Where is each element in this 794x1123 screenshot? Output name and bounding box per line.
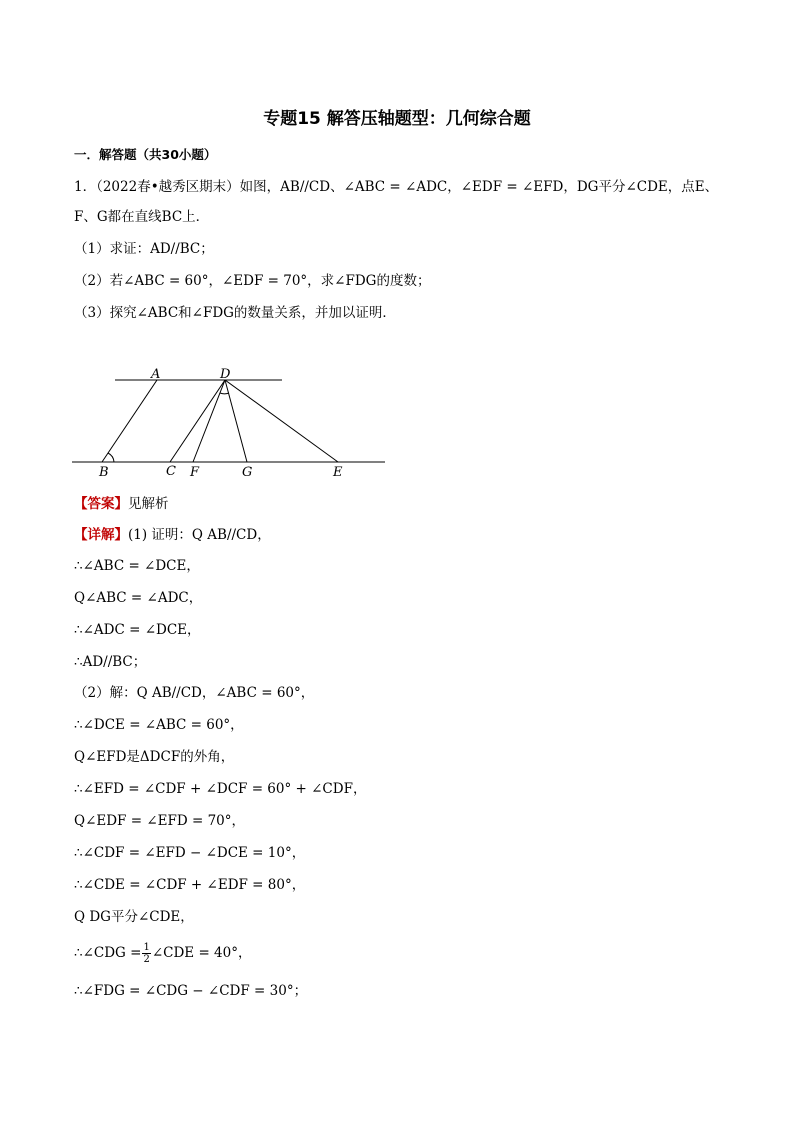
detail-line bbox=[74, 526, 271, 544]
label-c: C bbox=[166, 464, 176, 479]
fraction-denominator: 2 bbox=[143, 954, 150, 965]
solution-step: ∴∠ADC = ∠DCE， bbox=[74, 622, 201, 638]
solution-step-half bbox=[74, 942, 251, 965]
solution-step: ∴∠CDF = ∠EFD − ∠DCE = 10°， bbox=[74, 845, 306, 861]
label-a: A bbox=[151, 367, 161, 382]
geometry-figure bbox=[60, 360, 400, 485]
label-f: F bbox=[190, 465, 200, 480]
fraction-one-half bbox=[142, 942, 150, 965]
half-post: ∠CDE = 40°， bbox=[151, 945, 252, 961]
label-d: D bbox=[220, 367, 231, 382]
solution-step: ∴∠CDE = ∠CDF + ∠EDF = 80°， bbox=[74, 877, 306, 893]
solution-step: ∴∠DCE = ∠ABC = 60°， bbox=[74, 717, 244, 733]
label-g: G bbox=[242, 465, 253, 480]
label-b: B bbox=[99, 465, 109, 480]
section-heading: 一．解答题（共30小题） bbox=[74, 147, 217, 162]
solution-step: Q∠ABC = ∠ADC， bbox=[74, 590, 203, 606]
segment-dg bbox=[225, 380, 247, 462]
angle-mark-d bbox=[220, 393, 229, 394]
answer-tag: 【答案】 bbox=[74, 496, 128, 512]
question-3: （3）探究∠ABC和∠FDG的数量关系，并加以证明． bbox=[74, 305, 396, 321]
answer-line bbox=[74, 495, 169, 513]
half-pre: ∴∠CDG = bbox=[74, 945, 142, 961]
angle-mark-b bbox=[108, 453, 114, 462]
segment-de bbox=[225, 380, 338, 462]
solution-step: ∴AD//BC； bbox=[74, 654, 147, 670]
question-2: （2）若∠ABC = 60°，∠EDF = 70°，求∠FDG的度数； bbox=[74, 273, 431, 289]
label-e: E bbox=[333, 465, 343, 480]
segment-ab bbox=[102, 380, 157, 462]
detail-first: (1) 证明：Q AB//CD， bbox=[128, 527, 271, 543]
problem-statement: 1．（2022春•越秀区期末）如图，AB//CD、∠ABC = ∠ADC，∠EDF = ∠EFD，DG平分∠CDE，点E、F、G都在直线BC上． bbox=[74, 179, 719, 225]
detail-tag: 【详解】 bbox=[74, 527, 128, 543]
question-1: （1）求证：AD//BC； bbox=[74, 241, 214, 257]
page-title: 专题15 解答压轴题型：几何综合题 bbox=[263, 109, 531, 129]
solution-step: ∴∠EFD = ∠CDF + ∠DCF = 60° + ∠CDF， bbox=[74, 781, 367, 797]
solution-step-last: ∴∠FDG = ∠CDG − ∠CDF = 30°； bbox=[74, 983, 308, 999]
fraction-numerator: 1 bbox=[143, 942, 150, 953]
solution-step: Q∠EFD是ΔDCF的外角， bbox=[74, 749, 235, 765]
solution-step: （2）解：Q AB//CD，∠ABC = 60°， bbox=[74, 685, 315, 701]
answer-text: 见解析 bbox=[128, 496, 169, 512]
solution-step: Q DG平分∠CDE， bbox=[74, 909, 194, 925]
solution-step: Q∠EDF = ∠EFD = 70°， bbox=[74, 813, 245, 829]
solution-step: ∴∠ABC = ∠DCE， bbox=[74, 558, 200, 574]
